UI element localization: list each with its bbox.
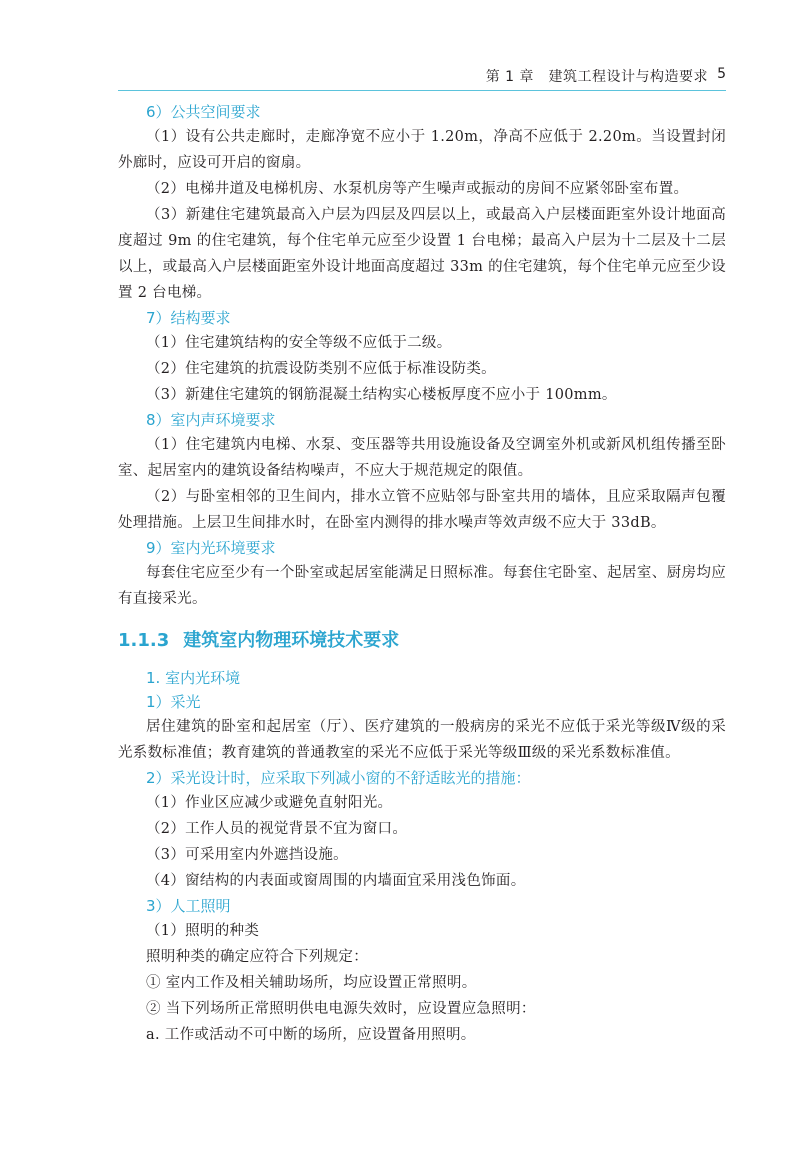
paragraph: （2）工作人员的视觉背景不宜为窗口。 <box>146 821 408 837</box>
section-heading: 3）人工照明 <box>146 897 231 915</box>
paragraph: 每套住宅应至少有一个卧室或起居室能满足日照标准。每套住宅卧室、起居室、厨房均应有直接采光。 <box>118 565 726 607</box>
paragraph: （2）电梯井道及电梯机房、水泵机房等产生噪声或振动的房间不应紧邻卧室布置。 <box>146 181 689 197</box>
paragraph: 照明种类的确定应符合下列规定： <box>146 949 368 965</box>
section-title: 建筑室内物理环境技术要求 <box>183 630 400 651</box>
section-heading: 9）室内光环境要求 <box>146 539 276 557</box>
paragraph: a. 工作或活动不可中断的场所，应设置备用照明。 <box>146 1027 476 1043</box>
page-number: 5 <box>717 66 726 82</box>
section-number: 1.1.3 <box>118 630 170 651</box>
section-heading: 2）采光设计时，应采取下列减小窗的不舒适眩光的措施： <box>146 769 531 787</box>
section-heading: 1）采光 <box>146 693 201 711</box>
paragraph: （1）照明的种类 <box>146 923 260 939</box>
paragraph: （1）设有公共走廊时，走廊净宽不应小于 1.20m，净高不应低于 2.20m。当设置封闭外廊时，应设可开启的窗扇。 <box>118 129 726 171</box>
paragraph: （1）住宅建筑结构的安全等级不应低于二级。 <box>146 335 452 351</box>
section-heading: 8）室内声环境要求 <box>146 411 276 429</box>
paragraph: （2）住宅建筑的抗震设防类别不应低于标准设防类。 <box>146 361 496 377</box>
paragraph: （3）新建住宅建筑最高入户层为四层及四层以上，或最高入户层楼面距室外设计地面高度超过 9m 的住宅建筑，每个住宅单元应至少设置 1 台电梯；最高入户层为十二层及十二层以上，或最高入户层楼面距室外设计地面高度超过 33m 的住宅建筑，每个住宅单元应至少设置 2 台电梯。 <box>118 207 726 301</box>
paragraph: ① 室内工作及相关辅助场所，均应设置正常照明。 <box>146 975 477 991</box>
running-header <box>118 64 726 91</box>
paragraph: 居住建筑的卧室和起居室（厅）、医疗建筑的一般病房的采光不应低于采光等级Ⅳ级的采光系数标准值；教育建筑的普通教室的采光不应低于采光等级Ⅲ级的采光系数标准值。 <box>118 719 726 761</box>
paragraph: （2）与卧室相邻的卫生间内，排水立管不应贴邻与卧室共用的墙体，且应采取隔声包覆处理措施。上层卫生间排水时，在卧室内测得的排水噪声等效声级不应大于 33dB。 <box>118 489 726 531</box>
section-heading: 6）公共空间要求 <box>146 103 261 121</box>
paragraph: （1）住宅建筑内电梯、水泵、变压器等共用设施设备及空调室外机或新风机组传播至卧室、起居室内的建筑设备结构噪声，不应大于规范规定的限值。 <box>118 437 726 479</box>
page-body <box>118 100 726 1048</box>
paragraph: （1）作业区应减少或避免直射阳光。 <box>146 795 393 811</box>
chapter-section-heading <box>118 626 726 656</box>
paragraph: （4）窗结构的内表面或窗周围的内墙面宜采用浅色饰面。 <box>146 873 526 889</box>
paragraph: ② 当下列场所正常照明供电电源失效时，应设置应急照明： <box>146 1001 536 1017</box>
section-heading: 7）结构要求 <box>146 309 231 327</box>
section-heading: 1. 室内光环境 <box>146 669 241 687</box>
chapter-title: 第 1 章 建筑工程设计与构造要求 <box>485 69 708 85</box>
paragraph: （3）可采用室内外遮挡设施。 <box>146 847 348 863</box>
paragraph: （3）新建住宅建筑的钢筋混凝土结构实心楼板厚度不应小于 100mm。 <box>146 387 617 403</box>
